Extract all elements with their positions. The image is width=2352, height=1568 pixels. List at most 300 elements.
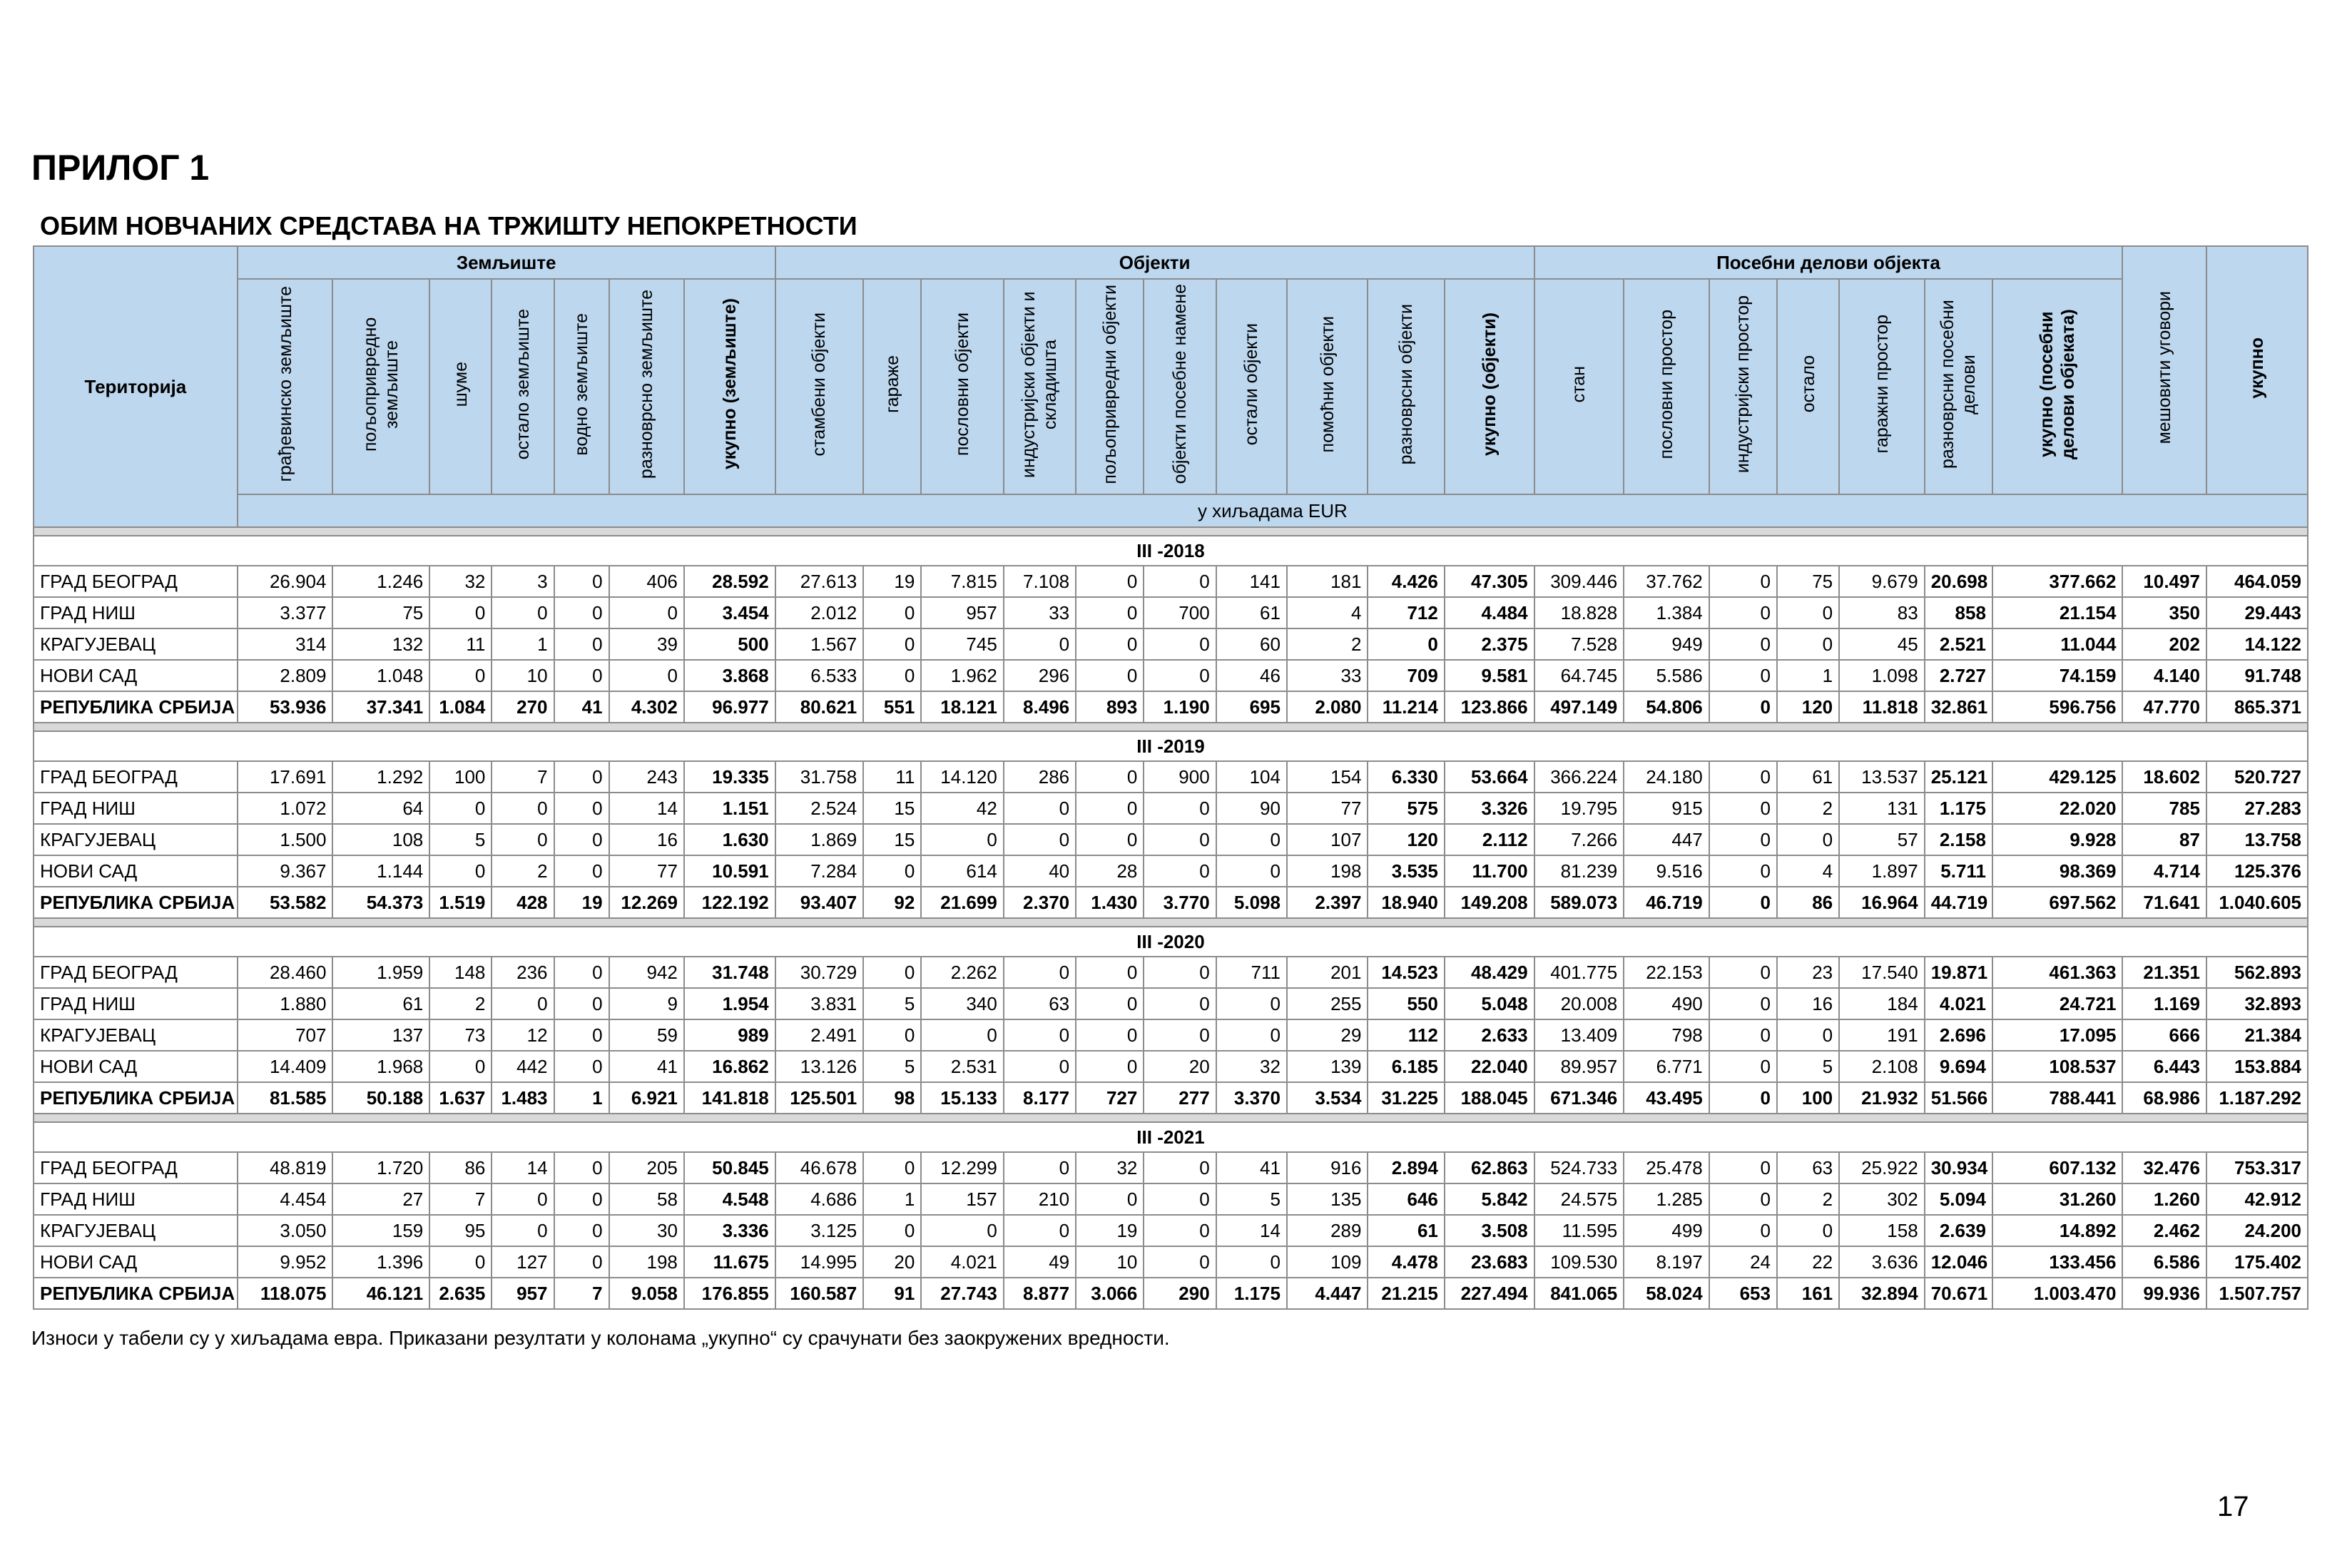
table-cell: 175.402 bbox=[2206, 1246, 2308, 1278]
table-cell: 4.140 bbox=[2122, 660, 2206, 691]
table-cell: 490 bbox=[1624, 988, 1709, 1019]
table-cell: 0 bbox=[609, 597, 684, 628]
table-cell: 9.928 bbox=[1992, 824, 2122, 855]
table-cell: 0 bbox=[1216, 1019, 1287, 1051]
table-cell: 7.266 bbox=[1534, 824, 1624, 855]
table-cell: 0 bbox=[863, 628, 921, 660]
table-cell: 1.630 bbox=[684, 824, 775, 855]
table-cell: 75 bbox=[332, 597, 429, 628]
header-group-land: Земљиште bbox=[238, 246, 775, 279]
table-cell: 0 bbox=[1004, 628, 1076, 660]
table-cell: 1.968 bbox=[332, 1051, 429, 1082]
table-cell: 13.126 bbox=[775, 1051, 864, 1082]
column-header: пословни објекти bbox=[921, 279, 1004, 494]
table-cell: 9.581 bbox=[1445, 660, 1534, 691]
table-cell: 19 bbox=[554, 887, 609, 918]
table-cell: 0 bbox=[554, 597, 609, 628]
table-cell: 53.936 bbox=[238, 691, 333, 723]
table-cell: 24 bbox=[1709, 1246, 1777, 1278]
table-cell: 31.748 bbox=[684, 957, 775, 988]
table-cell: 442 bbox=[492, 1051, 554, 1082]
table-cell: 27.283 bbox=[2206, 793, 2308, 824]
table-cell: 0 bbox=[554, 855, 609, 887]
table-row bbox=[34, 1215, 2308, 1246]
table-cell: 1.175 bbox=[1216, 1278, 1287, 1309]
table-cell: 42 bbox=[921, 793, 1004, 824]
table-cell: 0 bbox=[1004, 1152, 1076, 1183]
table-cell: 153.884 bbox=[2206, 1051, 2308, 1082]
table-cell: 21.351 bbox=[2122, 957, 2206, 988]
table-cell: 26.904 bbox=[238, 566, 333, 597]
table-cell: 16 bbox=[1777, 988, 1839, 1019]
table-cell: 24.575 bbox=[1534, 1183, 1624, 1215]
table-cell: 50.188 bbox=[332, 1082, 429, 1114]
column-header: укупно (посебни делови објеката) bbox=[1992, 279, 2122, 494]
table-cell: 798 bbox=[1624, 1019, 1709, 1051]
table-cell: 42.912 bbox=[2206, 1183, 2308, 1215]
table-cell: 5.586 bbox=[1624, 660, 1709, 691]
table-cell: 290 bbox=[1144, 1278, 1216, 1309]
table-cell: 50.845 bbox=[684, 1152, 775, 1183]
table-cell: 428 bbox=[492, 887, 554, 918]
table-cell: 24.200 bbox=[2206, 1215, 2308, 1246]
table-cell: 0 bbox=[1709, 1152, 1777, 1183]
table-cell: 32 bbox=[1076, 1152, 1144, 1183]
header-group-parts: Посебни делови објекта bbox=[1534, 246, 2123, 279]
table-cell: 2.531 bbox=[921, 1051, 1004, 1082]
table-cell: 63 bbox=[1004, 988, 1076, 1019]
table-cell: 32.861 bbox=[1925, 691, 1992, 723]
table-cell: 9.058 bbox=[609, 1278, 684, 1309]
table-cell: 64 bbox=[332, 793, 429, 824]
table-cell: 5.094 bbox=[1925, 1183, 1992, 1215]
territory-name: КРАГУЈЕВАЦ bbox=[34, 628, 238, 660]
table-cell: 154 bbox=[1287, 761, 1368, 793]
table-cell: 25.922 bbox=[1839, 1152, 1925, 1183]
table-cell: 0 bbox=[554, 566, 609, 597]
table-cell: 8.877 bbox=[1004, 1278, 1076, 1309]
table-cell: 1.637 bbox=[429, 1082, 492, 1114]
table-cell: 64.745 bbox=[1534, 660, 1624, 691]
table-cell: 2.696 bbox=[1925, 1019, 1992, 1051]
table-cell: 3.326 bbox=[1445, 793, 1534, 824]
table-cell: 41 bbox=[1216, 1152, 1287, 1183]
territory-name: КРАГУЈЕВАЦ bbox=[34, 824, 238, 855]
period-row bbox=[34, 1122, 2308, 1152]
table-row bbox=[34, 1278, 2308, 1309]
table-row bbox=[34, 824, 2308, 855]
table-cell: 0 bbox=[492, 824, 554, 855]
table-cell: 54.373 bbox=[332, 887, 429, 918]
table-cell: 3.066 bbox=[1076, 1278, 1144, 1309]
table-cell: 4.302 bbox=[609, 691, 684, 723]
table-cell: 46.719 bbox=[1624, 887, 1709, 918]
table-cell: 18.940 bbox=[1368, 887, 1444, 918]
table-cell: 5.842 bbox=[1445, 1183, 1534, 1215]
table-cell: 0 bbox=[1709, 1215, 1777, 1246]
footnote: Износи у табели су у хиљадама евра. Приказани резултати у колонама „укупно“ су срачунати без заокружених вредности. bbox=[31, 1327, 1170, 1349]
table-cell: 562.893 bbox=[2206, 957, 2308, 988]
table-cell: 123.866 bbox=[1445, 691, 1534, 723]
table-cell: 0 bbox=[1004, 957, 1076, 988]
table-cell: 788.441 bbox=[1992, 1082, 2122, 1114]
table-cell: 0 bbox=[863, 855, 921, 887]
table-cell: 11.595 bbox=[1534, 1215, 1624, 1246]
table-cell: 2 bbox=[1287, 628, 1368, 660]
table-cell: 2.894 bbox=[1368, 1152, 1444, 1183]
table-cell: 2.375 bbox=[1445, 628, 1534, 660]
table-cell: 3.535 bbox=[1368, 855, 1444, 887]
table-cell: 5.098 bbox=[1216, 887, 1287, 918]
table-cell: 2.108 bbox=[1839, 1051, 1925, 1082]
period-label: III -2021 bbox=[34, 1122, 2308, 1152]
table-cell: 18.602 bbox=[2122, 761, 2206, 793]
header-row-groups bbox=[34, 246, 2308, 279]
table-cell: 1.098 bbox=[1839, 660, 1925, 691]
table-row bbox=[34, 1183, 2308, 1215]
table-cell: 0 bbox=[863, 957, 921, 988]
table-cell: 0 bbox=[554, 957, 609, 988]
territory-name: ГРАД БЕОГРАД bbox=[34, 761, 238, 793]
table-cell: 0 bbox=[1709, 1051, 1777, 1082]
table-cell: 1.720 bbox=[332, 1152, 429, 1183]
table-cell: 59 bbox=[609, 1019, 684, 1051]
table-cell: 104 bbox=[1216, 761, 1287, 793]
period-row bbox=[34, 731, 2308, 761]
table-cell: 14.523 bbox=[1368, 957, 1444, 988]
table-cell: 68.986 bbox=[2122, 1082, 2206, 1114]
table-cell: 255 bbox=[1287, 988, 1368, 1019]
table-cell: 2.012 bbox=[775, 597, 864, 628]
table-cell: 22 bbox=[1777, 1246, 1839, 1278]
table-cell: 596.756 bbox=[1992, 691, 2122, 723]
table-cell: 5 bbox=[1777, 1051, 1839, 1082]
table-cell: 666 bbox=[2122, 1019, 2206, 1051]
table-cell: 10 bbox=[1076, 1246, 1144, 1278]
table-cell: 25.121 bbox=[1925, 761, 1992, 793]
table-row bbox=[34, 1152, 2308, 1183]
table-cell: 4.714 bbox=[2122, 855, 2206, 887]
column-header: остали објекти bbox=[1216, 279, 1287, 494]
table-cell: 7.528 bbox=[1534, 628, 1624, 660]
table-cell: 1.040.605 bbox=[2206, 887, 2308, 918]
table-cell: 41 bbox=[554, 691, 609, 723]
table-cell: 61 bbox=[1368, 1215, 1444, 1246]
table-cell: 3.370 bbox=[1216, 1082, 1287, 1114]
table-cell: 32 bbox=[429, 566, 492, 597]
table-cell: 191 bbox=[1839, 1019, 1925, 1051]
table-cell: 109 bbox=[1287, 1246, 1368, 1278]
table-cell: 14.120 bbox=[921, 761, 1004, 793]
table-cell: 29.443 bbox=[2206, 597, 2308, 628]
table-cell: 48.819 bbox=[238, 1152, 333, 1183]
table-cell: 1.144 bbox=[332, 855, 429, 887]
table-cell: 0 bbox=[863, 1215, 921, 1246]
table-cell: 1.260 bbox=[2122, 1183, 2206, 1215]
table-cell: 0 bbox=[1076, 1019, 1144, 1051]
table-cell: 0 bbox=[1076, 988, 1144, 1019]
table-row bbox=[34, 1246, 2308, 1278]
table-cell: 16 bbox=[609, 824, 684, 855]
table-cell: 7.284 bbox=[775, 855, 864, 887]
territory-name: ГРАД БЕОГРАД bbox=[34, 957, 238, 988]
table-cell: 28.460 bbox=[238, 957, 333, 988]
table-cell: 0 bbox=[1144, 1215, 1216, 1246]
table-cell: 0 bbox=[1144, 1246, 1216, 1278]
table-cell: 0 bbox=[1709, 988, 1777, 1019]
table-cell: 236 bbox=[492, 957, 554, 988]
table-cell: 3.336 bbox=[684, 1215, 775, 1246]
header-mixed: мешовити уговори bbox=[2122, 246, 2206, 494]
territory-name: РЕПУБЛИКА СРБИЈА bbox=[34, 1082, 238, 1114]
table-cell: 0 bbox=[429, 793, 492, 824]
table-row bbox=[34, 1051, 2308, 1082]
table-cell: 2.521 bbox=[1925, 628, 1992, 660]
table-cell: 6.330 bbox=[1368, 761, 1444, 793]
column-header: објекти посебне намене bbox=[1144, 279, 1216, 494]
spacer-cell bbox=[34, 918, 2308, 927]
table-cell: 19 bbox=[863, 566, 921, 597]
table-cell: 340 bbox=[921, 988, 1004, 1019]
table-cell: 17.540 bbox=[1839, 957, 1925, 988]
table-cell: 14 bbox=[609, 793, 684, 824]
table-cell: 47.305 bbox=[1445, 566, 1534, 597]
table-cell: 1.246 bbox=[332, 566, 429, 597]
table-cell: 671.346 bbox=[1534, 1082, 1624, 1114]
table-cell: 695 bbox=[1216, 691, 1287, 723]
table-cell: 92 bbox=[863, 887, 921, 918]
table-cell: 3.377 bbox=[238, 597, 333, 628]
table-cell: 21.699 bbox=[921, 887, 1004, 918]
table-cell: 158 bbox=[1839, 1215, 1925, 1246]
territory-name: ГРАД НИШ bbox=[34, 597, 238, 628]
table-cell: 125.501 bbox=[775, 1082, 864, 1114]
column-header: индустријски простор bbox=[1709, 279, 1777, 494]
table-cell: 0 bbox=[429, 660, 492, 691]
table-cell: 89.957 bbox=[1534, 1051, 1624, 1082]
table-cell: 0 bbox=[554, 628, 609, 660]
table-cell: 10.497 bbox=[2122, 566, 2206, 597]
table-cell: 10 bbox=[492, 660, 554, 691]
table-cell: 0 bbox=[1144, 988, 1216, 1019]
table-row bbox=[34, 628, 2308, 660]
table-cell: 28 bbox=[1076, 855, 1144, 887]
header-territory: Територија bbox=[34, 246, 238, 527]
table-cell: 309.446 bbox=[1534, 566, 1624, 597]
territory-name: НОВИ САД bbox=[34, 660, 238, 691]
table-cell: 14 bbox=[492, 1152, 554, 1183]
table-cell: 0 bbox=[1076, 628, 1144, 660]
table-cell: 697.562 bbox=[1992, 887, 2122, 918]
table-cell: 4.484 bbox=[1445, 597, 1534, 628]
table-cell: 24.721 bbox=[1992, 988, 2122, 1019]
table-cell: 160.587 bbox=[775, 1278, 864, 1309]
table-cell: 133.456 bbox=[1992, 1246, 2122, 1278]
page-heading: ПРИЛОГ 1 bbox=[31, 148, 210, 188]
table-cell: 181 bbox=[1287, 566, 1368, 597]
table-cell: 0 bbox=[1144, 824, 1216, 855]
section-spacer bbox=[34, 527, 2308, 536]
territory-name: ГРАД БЕОГРАД bbox=[34, 1152, 238, 1183]
table-cell: 31.260 bbox=[1992, 1183, 2122, 1215]
table-cell: 159 bbox=[332, 1215, 429, 1246]
column-header: укупно (земљиште) bbox=[684, 279, 775, 494]
table-cell: 0 bbox=[554, 1183, 609, 1215]
table-cell: 5 bbox=[1216, 1183, 1287, 1215]
territory-name: РЕПУБЛИКА СРБИЈА bbox=[34, 1278, 238, 1309]
table-cell: 210 bbox=[1004, 1183, 1076, 1215]
table-cell: 99.936 bbox=[2122, 1278, 2206, 1309]
table-cell: 9.694 bbox=[1925, 1051, 1992, 1082]
table-cell: 0 bbox=[1709, 1019, 1777, 1051]
table-cell: 25.478 bbox=[1624, 1152, 1709, 1183]
table-cell: 4.686 bbox=[775, 1183, 864, 1215]
table-cell: 98 bbox=[863, 1082, 921, 1114]
column-header: укупно (објекти) bbox=[1445, 279, 1534, 494]
table-cell: 3.508 bbox=[1445, 1215, 1534, 1246]
table-cell: 277 bbox=[1144, 1082, 1216, 1114]
table-cell: 188.045 bbox=[1445, 1082, 1534, 1114]
period-row bbox=[34, 536, 2308, 566]
table-cell: 100 bbox=[429, 761, 492, 793]
table-cell: 77 bbox=[1287, 793, 1368, 824]
table-cell: 148 bbox=[429, 957, 492, 988]
table-cell: 296 bbox=[1004, 660, 1076, 691]
table-cell: 161 bbox=[1777, 1278, 1839, 1309]
table-cell: 0 bbox=[492, 1215, 554, 1246]
table-cell: 2.262 bbox=[921, 957, 1004, 988]
table-cell: 16.862 bbox=[684, 1051, 775, 1082]
table-cell: 0 bbox=[1777, 1215, 1839, 1246]
table-cell: 39 bbox=[609, 628, 684, 660]
table-cell: 61 bbox=[1777, 761, 1839, 793]
table-cell: 289 bbox=[1287, 1215, 1368, 1246]
table-cell: 96.977 bbox=[684, 691, 775, 723]
table-cell: 81.239 bbox=[1534, 855, 1624, 887]
table-cell: 17.691 bbox=[238, 761, 333, 793]
period-label: III -2019 bbox=[34, 731, 2308, 761]
table-cell: 31.225 bbox=[1368, 1082, 1444, 1114]
table-cell: 6.771 bbox=[1624, 1051, 1709, 1082]
table-cell: 646 bbox=[1368, 1183, 1444, 1215]
table-cell: 0 bbox=[1709, 660, 1777, 691]
column-header: остало bbox=[1777, 279, 1839, 494]
table-cell: 18.121 bbox=[921, 691, 1004, 723]
table-cell: 6.443 bbox=[2122, 1051, 2206, 1082]
table-cell: 30.729 bbox=[775, 957, 864, 988]
table-cell: 28.592 bbox=[684, 566, 775, 597]
territory-name: НОВИ САД bbox=[34, 1246, 238, 1278]
table-cell: 3.050 bbox=[238, 1215, 333, 1246]
table-cell: 0 bbox=[1144, 660, 1216, 691]
table-cell: 2.633 bbox=[1445, 1019, 1534, 1051]
table-cell: 957 bbox=[492, 1278, 554, 1309]
table-cell: 0 bbox=[1004, 793, 1076, 824]
table-cell: 8.197 bbox=[1624, 1246, 1709, 1278]
territory-name: РЕПУБЛИКА СРБИЈА bbox=[34, 691, 238, 723]
table-cell: 33 bbox=[1287, 660, 1368, 691]
table-cell: 3 bbox=[492, 566, 554, 597]
table-cell: 0 bbox=[1144, 793, 1216, 824]
table-cell: 727 bbox=[1076, 1082, 1144, 1114]
table-cell: 0 bbox=[492, 597, 554, 628]
table-cell: 0 bbox=[1076, 1183, 1144, 1215]
table-row bbox=[34, 988, 2308, 1019]
table-cell: 4.454 bbox=[238, 1183, 333, 1215]
table-cell: 29 bbox=[1287, 1019, 1368, 1051]
table-cell: 227.494 bbox=[1445, 1278, 1534, 1309]
table-cell: 61 bbox=[332, 988, 429, 1019]
table-cell: 4.548 bbox=[684, 1183, 775, 1215]
territory-name: ГРАД НИШ bbox=[34, 1183, 238, 1215]
table-cell: 120 bbox=[1368, 824, 1444, 855]
table-cell: 1.962 bbox=[921, 660, 1004, 691]
table-row bbox=[34, 1082, 2308, 1114]
table-cell: 0 bbox=[1709, 597, 1777, 628]
table-cell: 1 bbox=[554, 1082, 609, 1114]
table-cell: 1.003.470 bbox=[1992, 1278, 2122, 1309]
table-cell: 0 bbox=[1144, 855, 1216, 887]
table-cell: 0 bbox=[1004, 1019, 1076, 1051]
column-header: гаражни простор bbox=[1839, 279, 1925, 494]
table-cell: 54.806 bbox=[1624, 691, 1709, 723]
table-cell: 32.893 bbox=[2206, 988, 2308, 1019]
table-cell: 1.897 bbox=[1839, 855, 1925, 887]
territory-name: РЕПУБЛИКА СРБИЈА bbox=[34, 887, 238, 918]
table-cell: 0 bbox=[429, 1051, 492, 1082]
table-cell: 5 bbox=[429, 824, 492, 855]
table-cell: 653 bbox=[1709, 1278, 1777, 1309]
table-cell: 198 bbox=[609, 1246, 684, 1278]
table-cell: 11.214 bbox=[1368, 691, 1444, 723]
table-cell: 366.224 bbox=[1534, 761, 1624, 793]
table-cell: 0 bbox=[554, 824, 609, 855]
header-row-unit bbox=[34, 494, 2308, 527]
table-cell: 11 bbox=[863, 761, 921, 793]
table-cell: 6.921 bbox=[609, 1082, 684, 1114]
table-cell: 40 bbox=[1004, 855, 1076, 887]
table-cell: 118.075 bbox=[238, 1278, 333, 1309]
table-cell: 120 bbox=[1777, 691, 1839, 723]
table-cell: 447 bbox=[1624, 824, 1709, 855]
table-cell: 0 bbox=[863, 660, 921, 691]
column-header: стамбени објекти bbox=[775, 279, 864, 494]
table-row bbox=[34, 566, 2308, 597]
table-cell: 4 bbox=[1287, 597, 1368, 628]
table-cell: 0 bbox=[1144, 628, 1216, 660]
real-estate-turnover-table bbox=[33, 245, 2308, 1310]
table-cell: 500 bbox=[684, 628, 775, 660]
table-cell: 7.815 bbox=[921, 566, 1004, 597]
table-cell: 0 bbox=[1709, 824, 1777, 855]
table-cell: 95 bbox=[429, 1215, 492, 1246]
table-title: ОБИМ НОВЧАНИХ СРЕДСТАВА НА ТРЖИШТУ НЕПОКРЕТНОСТИ bbox=[40, 211, 857, 240]
table-cell: 22.020 bbox=[1992, 793, 2122, 824]
table-cell: 0 bbox=[921, 1215, 1004, 1246]
table-cell: 406 bbox=[609, 566, 684, 597]
table-cell: 1.384 bbox=[1624, 597, 1709, 628]
table-cell: 0 bbox=[921, 1019, 1004, 1051]
table-cell: 131 bbox=[1839, 793, 1925, 824]
column-header: остало земљиште bbox=[492, 279, 554, 494]
period-label: III -2018 bbox=[34, 536, 2308, 566]
table-cell: 14 bbox=[1216, 1215, 1287, 1246]
table-cell: 86 bbox=[429, 1152, 492, 1183]
table-cell: 0 bbox=[1144, 957, 1216, 988]
table-cell: 2.397 bbox=[1287, 887, 1368, 918]
table-row bbox=[34, 691, 2308, 723]
table-cell: 33 bbox=[1004, 597, 1076, 628]
